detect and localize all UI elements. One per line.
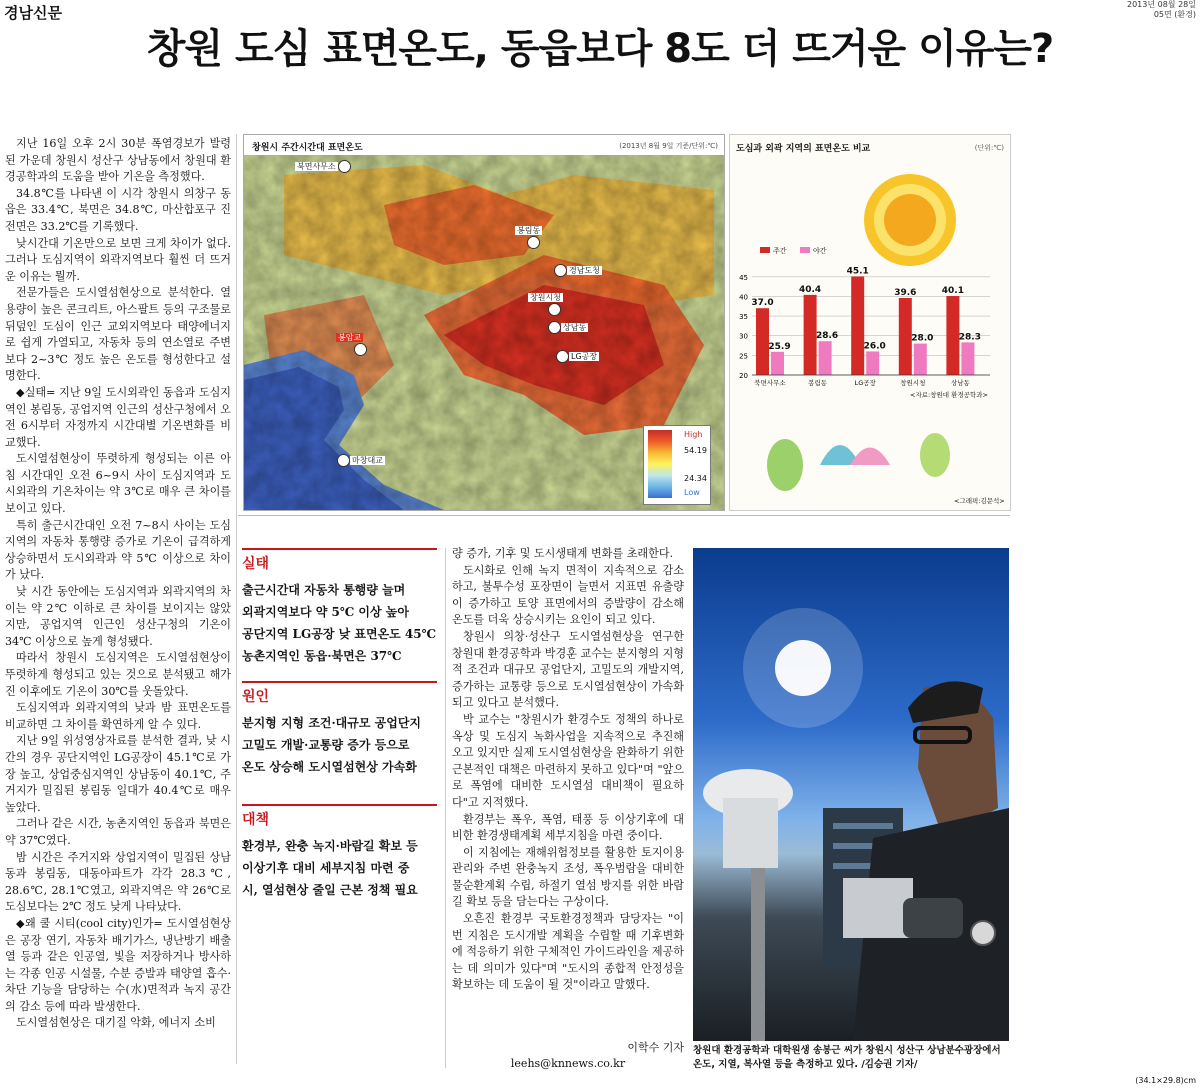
article-paragraph: 지난 9일 위성영상자료를 분석한 결과, 낮 시간의 경우 공단지역인 LG공장이 45.1℃로 가장 높고, 상업중심지역인 상남동이 40.1℃, 주거지가 밀집된 봉림동 일대가 40.4℃로 매우 높았다. [5, 734, 231, 814]
bar-value-label: 40.1 [941, 286, 965, 297]
summary-line: 출근시간대 자동차 통행량 늘며 [242, 583, 406, 597]
pin-marker-icon [554, 264, 567, 277]
pin-marker-icon [337, 454, 350, 467]
article-paragraph: 도시화로 인해 녹지 면적이 지속적으로 감소하고, 불투수성 포장면이 늘면서 지표면 유출량이 증가하고 토양 표면에서의 증발량이 감소해 온도를 더욱 상승시키는 요인이 되고 있다. [452, 563, 684, 627]
summary-section-measures [242, 804, 437, 901]
article-paragraph: 그러나 같은 시간, 농촌지역인 동읍과 북면은 약 37℃였다. [5, 817, 231, 847]
legend-swatch [800, 247, 810, 253]
chart-credit: <그래픽:김문석> [954, 497, 1005, 505]
bar-value-label: 25.9 [768, 341, 791, 352]
column-divider [236, 134, 237, 1064]
sun-illustration [864, 174, 956, 266]
article-paragraph: 34.8℃를 나타낸 이 시각 창원시 의창구 동읍은 33.4℃, 북면은 34.8℃, 마산합포구 진전면은 33.2℃를 기록했다. [5, 186, 231, 233]
map-pin-city-hall: 창원시청 [528, 292, 563, 316]
column-divider [445, 548, 446, 1068]
bar-value-label: 40.4 [798, 284, 822, 295]
legend-max: 54.19 [684, 446, 707, 455]
issue-date: 2013년 08월 28일 [1127, 0, 1196, 9]
summary-box [242, 548, 437, 901]
bar-night [866, 351, 879, 375]
map-title: 창원시 주간시간대 표면온도 [252, 143, 363, 153]
photo-illustration [693, 548, 1009, 1041]
article-paragraph: 밤 시간은 주거지와 상업지역이 밀집된 상남동과 봉림동, 대동아파트가 각각 28.3℃, 28.6℃, 28.1℃였고, 외곽지역은 약 26℃로 도심보다는 2℃ 정도 낮게 나타났다. [5, 850, 231, 914]
summary-heading: 실태 [242, 548, 437, 573]
legend-low: Low [684, 488, 700, 497]
article-paragraph: 따라서 창원시 도심지역은 도시열섬현상이 뚜렷하게 형성되고 있는 것으로 분석됐고 해가 진 이후에도 기온이 30℃를 웃돌았다. [5, 651, 231, 698]
bar-chart [730, 135, 1010, 510]
map-pin-bongam-bridge: 봉암교 [336, 332, 367, 356]
bar-day [756, 308, 769, 375]
article-column-1 [5, 136, 231, 1066]
summary-line: 이상기후 대비 세부지침 마련 중 [242, 861, 410, 875]
article-paragraph: ◆왜 쿨 시티(cool city)인가= 도시열섬현상은 공장 연기, 자동차 배기가스, 냉난방기 배출열 등과 같은 인공열, 빛을 저장하거나 방사하는 각종 인공 시설물, 수분 증발과 태양열 흡수·차단 기능을 담당하는 수(水)면적과 녹지 공간의 감소 등에 따라 발생한다. [5, 916, 231, 1013]
bar-value-label: 26.0 [863, 341, 886, 352]
map-source: (2013년 8월 9일 기준/단위:℃) [619, 142, 718, 150]
y-tick-label: 20 [739, 372, 748, 380]
x-category-label: LG공장 [854, 379, 876, 387]
y-tick-label: 30 [739, 332, 748, 341]
chart-source: <자료:창원대 환경공학과> [910, 391, 988, 399]
x-category-label: 북면사무소 [754, 379, 786, 387]
x-category-label: 상남동 [950, 379, 970, 387]
article-paragraph: 특히 출근시간대인 오전 7~8시 사이는 도심지역의 자동차 통행량 증가로 기온이 급격하게 상승하면서 도시외곽과 약 5℃ 이상으로 차이가 났다. [5, 518, 231, 582]
issue-meta [1127, 0, 1196, 20]
photo-caption: 창원대 환경공학과 대학원생 송봉근 씨가 창원시 성산구 상남분수광장에서 온도, 지열, 복사열 등을 측정하고 있다. /김승권 기자/ [693, 1045, 1001, 1070]
article-paragraph: 오흔진 환경부 국토환경정책과 담당자는 "이번 지침은 도시개발 계획을 수립할 때 기후변화에 적응하기 위한 구체적인 가이드라인을 제공하는 데 의미가 있다"며 "도시의 종합적 안정성을 확보하는 데 도움이 될 것"이라고 말했다. [452, 912, 684, 992]
pin-marker-icon [556, 350, 569, 363]
bar-value-label: 37.0 [751, 298, 774, 309]
map-pin-gyeongnam-office: 경남도청 [554, 264, 602, 277]
summary-line: 환경부, 완충 녹지·바람길 확보 등 [242, 839, 418, 853]
summary-line: 온도 상승해 도시열섬현상 가속화 [242, 760, 417, 774]
map-pin-sangnam: 상남동 [548, 321, 588, 334]
temperature-chart-panel [729, 134, 1011, 511]
summary-heading: 대책 [242, 804, 437, 829]
bar-value-label: 39.6 [894, 288, 917, 298]
summary-section-status [242, 548, 437, 667]
y-tick-label: 25 [739, 352, 748, 361]
summary-line: 분지형 지형 조건·대규모 공업단지 [242, 716, 422, 730]
bar-night [819, 341, 832, 375]
y-tick-label: 35 [739, 313, 748, 322]
article-paragraph: 낮 시간 동안에는 도심지역과 외곽지역의 차이는 약 2℃ 이하로 큰 차이를 보이지는 않았지만, 공업지역 인근인 성산구청의 기온이 34℃ 이상으로 높게 형성됐다. [5, 585, 231, 648]
legend-label: 야간 [813, 247, 827, 255]
pin-marker-icon [338, 160, 351, 173]
article-paragraph: ◆실태= 지난 9일 도시외곽인 동읍과 도심지역인 봉림동, 공업지역 인근의 성산구청에서 오전 6시부터 자정까지 시간대별 기온변화를 비교했다. [5, 385, 231, 449]
legend-label: 주간 [773, 247, 787, 255]
y-tick-label: 45 [739, 273, 748, 282]
map-pin-lg-factory: LG공장 [556, 350, 599, 363]
summary-line: 고밀도 개발·교통량 증가 등으로 [242, 738, 410, 752]
summary-line: 농촌지역인 동읍·북면은 37℃ [242, 649, 402, 663]
bar-night [961, 342, 974, 375]
bar-day [899, 298, 912, 375]
article-paragraph: 환경부는 폭우, 폭염, 태풍 등 이상기후에 대비한 환경생태계획 세부지침을 마련 중이다. [452, 812, 684, 843]
article-paragraph: 도심지역과 외곽지역의 낮과 밤 표면온도를 비교하면 그 차이를 확연하게 알 수 있다. [5, 701, 231, 731]
pin-marker-icon [548, 321, 561, 334]
pin-marker-icon [527, 236, 540, 249]
article-paragraph: 창원시 의창·성산구 도시열섬현상을 연구한 창원대 환경공학과 박경훈 교수는 분지형의 지형적 조건과 대규모 공업단지, 고밀도의 개발지역, 증가하는 교통량 등으로 도시열섬현상이 가속화되고 있다고 분석했다. [452, 629, 684, 710]
legend-color-scale [648, 430, 672, 498]
article-paragraph: 박 교수는 "창원시가 환경수도 정책의 하나로 옥상 및 도심지 녹화사업을 지속적으로 추진해 오고 있지만 실제 도시열섬현상을 완화하기 위한 근본적인 대책은 마련하지 못하고 있다"며 "앞으로 폭염에 대비한 도시열섬 대비책이 필요하다"고 지적했다. [452, 712, 684, 809]
bar-day [946, 296, 959, 375]
article-paragraph: 량 증가, 기후 및 도시생태계 변화를 초래한다. [452, 547, 674, 560]
pin-marker-icon [354, 343, 367, 356]
section-divider [238, 515, 1010, 516]
bar-value-label: 28.6 [815, 331, 839, 342]
article-paragraph: 이 지침에는 재해위험정보를 활용한 토지이용관리와 주변 완충녹지 조성, 폭우범람을 대비한 물순환계획 수립, 하절기 열섬 방지를 위한 바람길 확보 등을 담는다는 구상이다. [452, 845, 684, 909]
bar-value-label: 45.1 [846, 266, 869, 277]
bar-night [771, 352, 784, 375]
legend-min: 24.34 [684, 474, 707, 483]
map-pin-bongnim: 봉림동 [515, 225, 542, 249]
reporter-email: leehs@knnews.co.kr [510, 1057, 626, 1070]
bar-value-label: 28.3 [958, 332, 982, 343]
summary-line: 시, 열섬현상 줄일 근본 정책 필요 [242, 883, 418, 897]
plant-illustration [767, 433, 950, 491]
news-photo [693, 548, 1009, 1041]
map-pin-machang-bridge: 마창대교 [337, 454, 385, 467]
summary-line: 외곽지역보다 약 5℃ 이상 높아 [242, 605, 409, 619]
bar-day [804, 295, 817, 375]
pin-marker-icon [548, 303, 561, 316]
article-paragraph: 낮시간대 기온만으로 보면 크게 차이가 없다. 그러나 도심지역이 외곽지역보다 훨씬 더 뜨거운 이유는 뭘까. [5, 236, 231, 283]
bar-value-label: 28.0 [911, 333, 934, 344]
chart-title: 도심과 외곽 지역의 표면온도 비교 [736, 144, 871, 154]
map-pin-bukmyeon: 북면사무소 [295, 160, 351, 173]
reporter-name: 이학수 기자 [627, 1041, 684, 1054]
article-paragraph: 전문가들은 도시열섬현상으로 분석한다. 열용량이 높은 콘크리트, 아스팔트 등의 구조물로 뒤덮인 도심이 인근 교외지역보다 태양에너지로 쉽게 가열되고, 자동차 등의 연소열로 주변보다 2~3℃ 정도 높은 온도를 형성한다고 설명한다. [5, 286, 231, 383]
byline [452, 1040, 684, 1072]
bar-night [914, 344, 927, 375]
summary-section-cause [242, 681, 437, 778]
headline: 창원 도심 표면온도, 동읍보다 8도 더 뜨거운 이유는? [146, 26, 1054, 72]
x-category-label: 봉림동 [808, 379, 828, 387]
article-paragraph: 도시열섬현상이 뚜렷하게 형성되는 이른 아침 시간대인 오전 6~9시 사이 도심지역과 도시외곽의 기온차이는 약 3℃로 매우 큰 차이를 보이고 있다. [5, 452, 231, 516]
article-paragraph: 지난 16일 오후 2시 30분 폭염경보가 발령된 가운데 창원시 성산구 상남동에서 창원대 환경공학과의 도움을 받아 기온을 측정했다. [5, 137, 231, 184]
y-tick-label: 40 [739, 293, 748, 302]
issue-page: 05면 (환경) [1153, 10, 1196, 19]
x-category-label: 창원시청 [900, 379, 926, 387]
map-header [244, 135, 724, 155]
chart-unit: (단위:℃) [974, 144, 1004, 152]
summary-heading: 원인 [242, 681, 437, 706]
legend-high: High [684, 430, 703, 439]
article-paragraph: 도시열섬현상은 대기질 악화, 에너지 소비 [16, 1016, 216, 1030]
summary-line: 공단지역 LG공장 낮 표면온도 45℃ [242, 627, 436, 641]
article-column-3 [452, 546, 684, 1024]
map-legend [643, 425, 711, 505]
article-size: (34.1×29.8)cm [1135, 1076, 1196, 1085]
newspaper-logo: 경남신문 [4, 4, 62, 22]
bar-day [851, 276, 864, 375]
legend-swatch [760, 247, 770, 253]
